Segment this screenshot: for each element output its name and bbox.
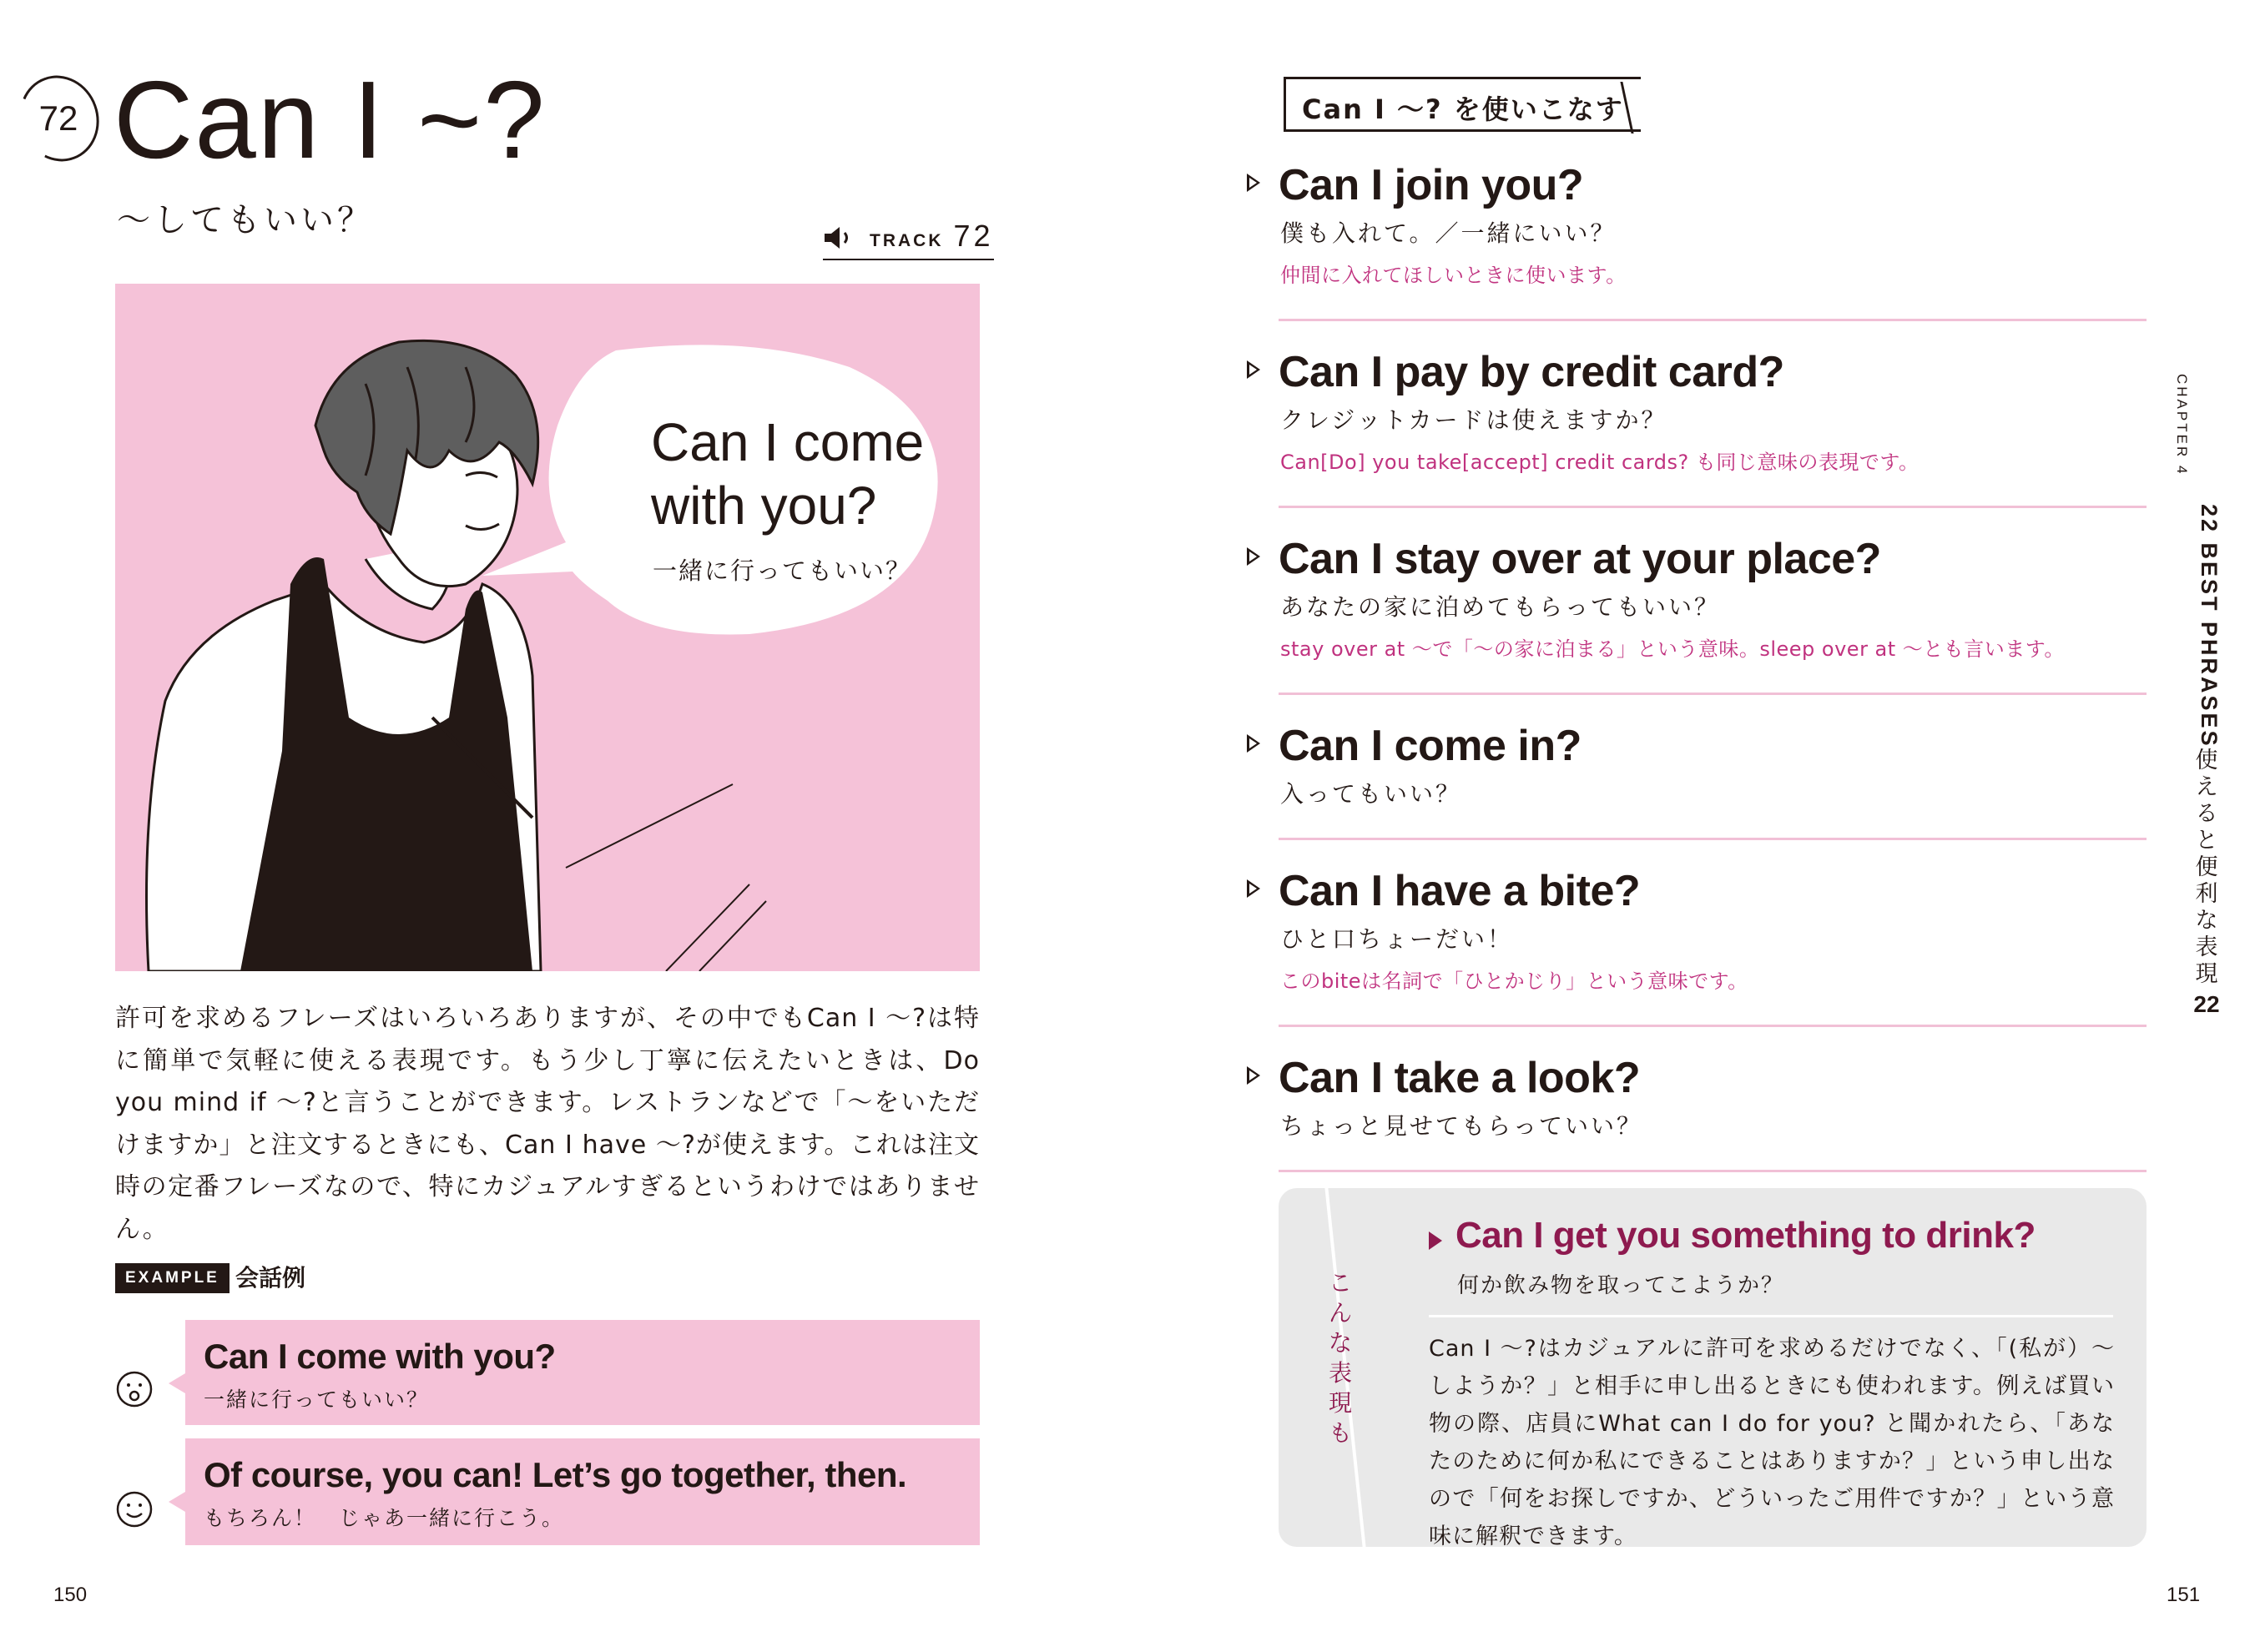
smile-face-icon — [115, 1490, 154, 1529]
bubble-line: Can I come with you? — [651, 412, 925, 536]
dialogue-bubble-1 — [185, 1320, 980, 1425]
chapter-subtitle-vertical — [2190, 748, 2223, 988]
chapter-title: 22 BEST PHRASES — [2197, 504, 2222, 748]
phrase-note: 仲間に入れてほしいときに使います。 — [1280, 264, 1627, 287]
phrase-japanese: 入ってもいい？ — [1280, 780, 1462, 808]
phrase-english: Can I have a bite? — [1279, 867, 1641, 915]
track-indicator — [823, 219, 994, 260]
phrase-japanese: 僕も入れて。／一緒にいい？ — [1280, 219, 1617, 247]
illustration — [115, 284, 980, 971]
phrase-note: Can[Do] you take[accept] credit cards? も同じ意味の表現です。 — [1280, 451, 1920, 474]
bubble-english — [651, 410, 924, 537]
divider — [1279, 319, 2147, 321]
bonus-explanation: Can I ～?はカジュアルに許可を求めるだけでなく、「(私が）～しようか？」と相手に申し出るときにも使われます。例えば買い物の際、店員にWhat can I do for you? と聞かれたら、「あなたのために何か私にできることはありますか？」という申し出なので「何をお探しですか、どういったご用件ですか？」という意味に解釈できます。 — [1429, 1336, 2115, 1549]
divider — [1279, 506, 2147, 508]
triangle-bullet-icon — [1247, 1066, 1260, 1085]
example-badge: EXAMPLE — [115, 1263, 230, 1293]
phrase-english: Can I join you? — [1279, 161, 1584, 209]
phrase-number: 72 — [38, 98, 78, 138]
track-number: 72 — [953, 219, 994, 253]
divider — [1279, 838, 2147, 840]
triangle-bullet-icon — [1247, 879, 1260, 898]
chapter-label: CHAPTER 4 — [2174, 374, 2190, 476]
phrase-japanese: あなたの家に泊めてもらってもいい？ — [1280, 593, 1721, 621]
phrase-note: このbiteは名詞で「ひとかじり」という意味です。 — [1280, 970, 1748, 993]
vertical-char: え — [2195, 774, 2218, 800]
page-number-right: 151 — [2167, 1584, 2201, 1606]
man-illustration — [115, 284, 980, 971]
note-rule — [1429, 1315, 2113, 1317]
example-label: 会話例 — [235, 1264, 306, 1292]
vertical-char: 使 — [2195, 748, 2218, 773]
section-header: Can I ～? を使いこなす — [1302, 93, 1624, 125]
vertical-char: ん — [1328, 1299, 1352, 1327]
divider — [1279, 1170, 2147, 1172]
vertical-char: 利 — [2195, 881, 2218, 907]
page-subtitle: 〜してもいい？ — [117, 201, 374, 239]
track-label: TRACK — [870, 231, 944, 250]
dialogue-bubble-2 — [185, 1438, 980, 1545]
triangle-bullet-icon — [1429, 1231, 1442, 1250]
explanation-text: 許可を求めるフレーズはいろいろありますが、その中でもCan I ～?は特に簡単で気軽に使える表現です。もう少し丁寧に伝えたいときは、Do you mind if ～?と言うことができます。レストランなどで「～をいただけますか」と注文するときにも、Can I have ～?が使えます。これは注文時の定番フレーズなので、特にカジュアルすぎるというわけではありません。 — [115, 1004, 980, 1244]
vertical-char: な — [2195, 908, 2218, 934]
vertical-char: る — [2195, 801, 2218, 827]
triangle-bullet-icon — [1247, 174, 1260, 192]
surprised-face-icon — [115, 1370, 154, 1408]
phrase-english: Can I take a look? — [1279, 1054, 1641, 1102]
bonus-phrase-japanese: 何か飲み物を取ってこようか？ — [1457, 1273, 1785, 1298]
vertical-char: 表 — [1328, 1359, 1352, 1387]
dialogue-japanese: 一緒に行ってもいい？ — [204, 1388, 430, 1412]
vertical-char: 現 — [1328, 1389, 1352, 1417]
triangle-bullet-icon — [1247, 547, 1260, 566]
phrase-english: Can I come in? — [1279, 722, 1582, 770]
dialogue-english: Of course, you can! Let’s go together, then. — [204, 1455, 907, 1494]
phrase-note: stay over at ～で「～の家に泊まる」という意味。sleep over at ～とも言います。 — [1280, 637, 2065, 661]
vertical-char: も — [1328, 1419, 1352, 1447]
page-number-left: 150 — [53, 1584, 88, 1606]
chapter-count: 22 — [2193, 991, 2220, 1017]
triangle-bullet-icon — [1247, 734, 1260, 753]
phrase-japanese: ひと口ちょーだい！ — [1280, 925, 1514, 953]
phrase-japanese: ちょっと見せてもらっていい？ — [1280, 1112, 1643, 1140]
bonus-phrase-english: Can I get you something to drink? — [1455, 1215, 2036, 1256]
vertical-char: 表 — [2195, 934, 2218, 960]
phrase-japanese: クレジットカードは使えますか？ — [1280, 406, 1667, 434]
page-title: Can I ~? — [114, 58, 547, 181]
vertical-char: な — [1328, 1329, 1352, 1357]
divider — [1279, 693, 2147, 695]
dialogue-english: Can I come with you? — [204, 1337, 556, 1376]
vertical-char: こ — [1328, 1269, 1352, 1297]
phrase-english: Can I pay by credit card? — [1279, 348, 1784, 396]
dialogue-japanese: もちろん！ じゃあ一緒に行こう。 — [204, 1506, 565, 1530]
phrase-english: Can I stay over at your place? — [1279, 535, 1881, 583]
vertical-char: 現 — [2195, 961, 2218, 987]
bubble-japanese: 一緒に行ってもいい？ — [653, 557, 912, 585]
triangle-bullet-icon — [1247, 360, 1260, 379]
vertical-char: 便 — [2195, 854, 2218, 880]
vertical-char: と — [2195, 828, 2218, 854]
bonus-side-label — [1322, 1268, 1359, 1448]
divider — [1279, 1025, 2147, 1027]
